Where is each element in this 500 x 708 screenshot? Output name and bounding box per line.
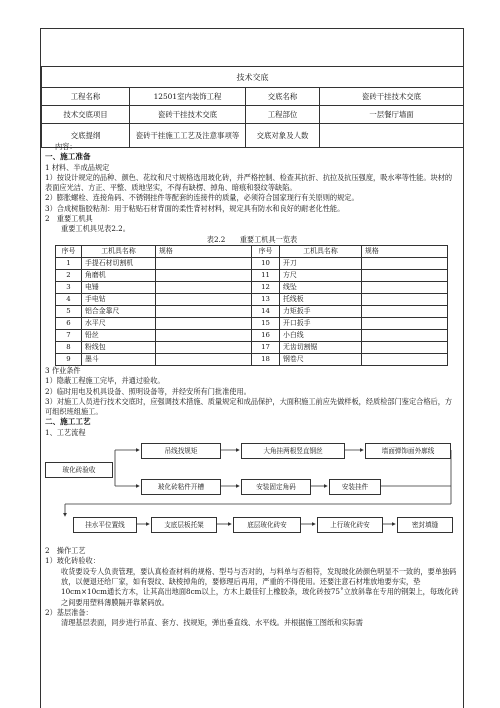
tool-name: 钢卷尺 — [280, 353, 362, 365]
operation-heading: 2 操作工艺 — [45, 546, 86, 556]
operation-2-text: 清理基层表面，同步进行吊直、套方、找规矩，弹出垂直线、水平线。并根据施工图纸和实际需 — [61, 618, 363, 628]
tools-row — [56, 353, 448, 365]
tool-name: 电锤 — [82, 281, 156, 293]
tool-name: 方尺 — [280, 269, 362, 281]
tool-no: 2 — [56, 269, 82, 281]
tools-header-cell: 工机具名称 — [280, 245, 362, 257]
item-value: 瓷砖干挂技术交底 — [130, 106, 246, 124]
tools-row — [56, 281, 448, 293]
tool-no: 1 — [56, 257, 82, 269]
outline-value: 瓷砖干挂施工工艺及注意事项等 — [130, 124, 246, 148]
flow-step-sealing: 密封填缝 — [397, 517, 453, 533]
tools-header-cell: 序号 — [252, 245, 280, 257]
conditions-heading: 3 作业条件 — [45, 365, 81, 375]
tool-name: 水平尺 — [82, 317, 156, 329]
tool-no: 3 — [56, 281, 82, 293]
operation-1-text: 收货要设专人负责管理，要认真检查材料的规格、型号与否对的，与料单与否相符，发现玻化砖颜色明显不一致的，要单独码放，以便退还给厂家，如有裂纹、缺棱掉角的，要修理后再用，严重的不得使用。还要注意石材堆放地要夯实，垫10cm×10cm通长方木，让其高出地面8cm以上，方木上最佳钉上橡胶条，玻化砖按75˚立放斜靠在专用的钢架上，每玻化砖之间要用塑料薄膜隔开靠紧码放。 — [61, 566, 459, 607]
tool-name: 线坠 — [280, 281, 362, 293]
section-prep-title: 一、施工准备 — [45, 152, 91, 162]
tool-spec — [156, 329, 252, 341]
materials-item-1: 1）按设计规定的品种、颜色、花纹和尺寸规格选用玻化砖，并严格控制、检查其抗折、抗拉及抗压强度，吸水率等性能。块材的表面应光洁、方正、平整、质地坚实，不得有缺楞、掉角、暗痕和裂纹等缺陷。 — [45, 172, 453, 193]
tools-heading: 2 重要工机具 — [45, 214, 93, 224]
tools-row — [56, 293, 448, 305]
tool-no: 6 — [56, 317, 82, 329]
tool-no: 15 — [252, 317, 280, 329]
tool-spec — [156, 353, 252, 365]
tool-spec — [362, 257, 448, 269]
flow-step-outline-line: 墙面弹饰面外廓线 — [365, 443, 451, 459]
tool-name: 开口扳手 — [280, 317, 362, 329]
item-label: 技术交底项目 — [42, 106, 130, 124]
tools-row — [56, 329, 448, 341]
tools-row — [56, 305, 448, 317]
target-label: 交底对象及人数 — [246, 124, 320, 148]
tool-no: 17 — [252, 341, 280, 353]
tool-name: 手电钻 — [82, 293, 156, 305]
flow-step-slotting: 玻化砖粘件开槽 — [141, 479, 221, 495]
tool-no: 12 — [252, 281, 280, 293]
tool-name: 开刀 — [280, 257, 362, 269]
flow-step-angle-brackets: 安装固定角码 — [241, 479, 311, 495]
tool-spec — [156, 317, 252, 329]
tool-name: 铝合金靠尺 — [82, 305, 156, 317]
tools-header-row — [56, 245, 448, 257]
flow-heading: 1、工艺流程 — [45, 427, 86, 437]
tools-row — [56, 257, 448, 269]
info-table — [41, 66, 464, 148]
process-flow-chart — [45, 440, 459, 544]
tool-no: 13 — [252, 293, 280, 305]
operation-2-title: 2）基层准备： — [45, 607, 93, 617]
tool-no: 9 — [56, 353, 82, 365]
tool-name: 小白线 — [280, 329, 362, 341]
tool-spec — [362, 341, 448, 353]
content-label: 内容： — [55, 142, 77, 151]
tool-no: 18 — [252, 353, 280, 365]
tool-spec — [362, 305, 448, 317]
tool-name: 铅丝 — [82, 329, 156, 341]
tool-name: 粉线包 — [82, 341, 156, 353]
materials-item-2: 2）膨胀螺栓、连接角码、不锈钢挂件等配套的连接件的质量，必须符合国家现行有关原则的规定。 — [45, 193, 359, 203]
tool-spec — [156, 257, 252, 269]
conditions-item-2: 2）临时用电及机具设备、照明设备等，并经安所有门批准使用。 — [45, 386, 251, 396]
tool-no: 8 — [56, 341, 82, 353]
tools-header-cell: 序号 — [56, 245, 82, 257]
disclosure-name-label: 交底名称 — [246, 88, 320, 106]
operation-1-title: 1）玻化砖验收： — [45, 556, 100, 566]
tool-name: 手提石材切割机 — [82, 257, 156, 269]
tools-row — [56, 317, 448, 329]
tools-row — [56, 341, 448, 353]
tool-name: 角磨机 — [82, 269, 156, 281]
tool-spec — [156, 341, 252, 353]
tool-spec — [362, 329, 448, 341]
flow-step-upper-tiles: 上行玻化砖安 — [317, 517, 383, 533]
tool-spec — [362, 269, 448, 281]
section-process-title: 二、施工工艺 — [45, 417, 91, 427]
tool-name: 力矩扳手 — [280, 305, 362, 317]
location-label: 工程部位 — [246, 106, 320, 124]
tool-spec — [156, 269, 252, 281]
tool-no: 11 — [252, 269, 280, 281]
tool-spec — [362, 317, 448, 329]
tool-no: 16 — [252, 329, 280, 341]
tool-spec — [362, 293, 448, 305]
flow-step-bottom-bracket: 支底层板托架 — [151, 517, 217, 533]
content-body — [45, 142, 459, 628]
tool-spec — [362, 353, 448, 365]
tool-spec — [362, 281, 448, 293]
tool-name: 无齿切割锯 — [280, 341, 362, 353]
tool-spec — [156, 305, 252, 317]
conditions-item-1: 1）隐蔽工程施工完毕，并通过验收。 — [45, 376, 165, 386]
tools-header-cell: 规格 — [362, 245, 448, 257]
tools-intro: 重要工机具见表2.2。 — [61, 224, 130, 234]
materials-heading: 1 材料、半成品规定 — [45, 162, 110, 172]
tool-name: 托线板 — [280, 293, 362, 305]
document-page — [40, 28, 464, 708]
project-name-label: 工程名称 — [42, 88, 130, 106]
tool-no: 4 — [56, 293, 82, 305]
tool-no: 5 — [56, 305, 82, 317]
tool-no: 10 — [252, 257, 280, 269]
tool-spec — [156, 281, 252, 293]
flow-step-hangers: 安装挂件 — [329, 479, 381, 495]
disclosure-name: 瓷砖干挂技术交底 — [320, 88, 464, 106]
tool-spec — [156, 293, 252, 305]
conditions-item-3: 3）对施工人员进行技术交底时，应强调技术措施、质量规定和成品保护，大面积施工前应先做样板，经质检部门鉴定合格后，方可组织班组施工。 — [45, 396, 453, 417]
tool-no: 7 — [56, 329, 82, 341]
doc-title: 技术交底 — [42, 67, 464, 88]
tool-no: 14 — [252, 305, 280, 317]
tools-caption: 表2.2 重要工机具一览表 — [206, 234, 298, 244]
location-value: 一层餐厅墙面 — [320, 106, 464, 124]
tool-name: 墨斗 — [82, 353, 156, 365]
tools-header-cell: 工机具名称 — [82, 245, 156, 257]
flow-step-bottom-tiles: 底层玻化砖安 — [233, 517, 301, 533]
flow-step-plumb-line: 吊线找规矩 — [141, 443, 221, 459]
tools-header-cell: 规格 — [156, 245, 252, 257]
flow-step-tile-acceptance: 玻化砖验收 — [45, 462, 113, 478]
tools-row — [56, 269, 448, 281]
flow-step-corner-wires: 大角挂两根竖直钢丝 — [241, 443, 345, 459]
flow-step-level-line: 挂水平位置线 — [73, 517, 137, 533]
materials-item-3: 3）合成树脂胶粘剂：用于粘贴石材背面的柔性背衬材料，规定具有防水和良好的耐老化性能。 — [45, 203, 345, 213]
outline-label: 交底提纲 — [42, 124, 130, 148]
project-name: 12501室内装饰工程 — [130, 88, 246, 106]
tools-table — [55, 245, 448, 366]
